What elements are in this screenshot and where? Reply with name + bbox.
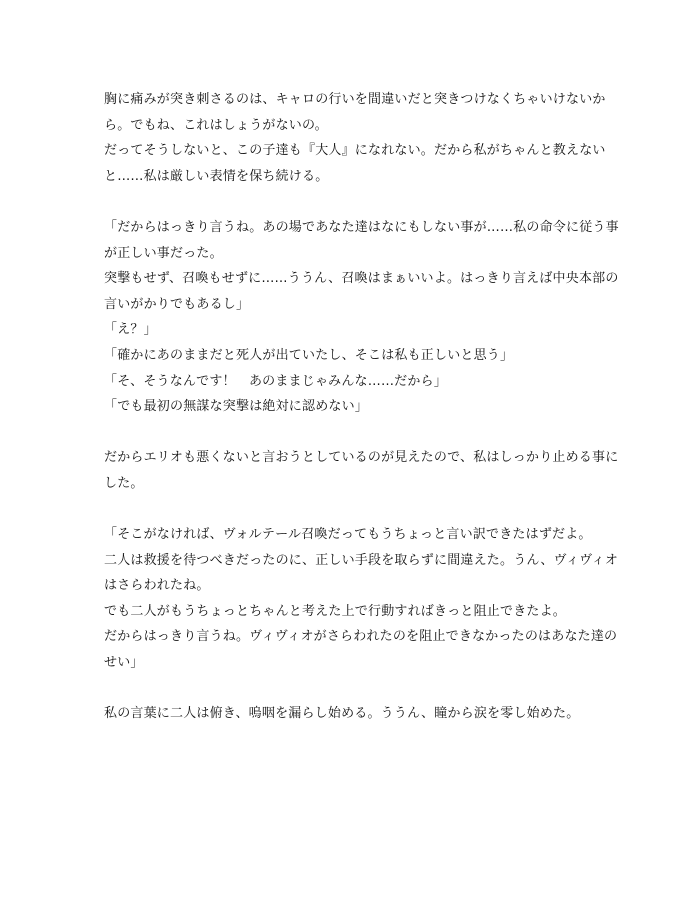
text-line: 突撃もせず、召喚もせずに……ううん、召喚はまぁいいよ。はっきり言えば中央本部の	[104, 271, 619, 287]
text-line: 二人は救援を待つべきだったのに、正しい手段を取らずに間違えた。うん、ヴィヴィオ	[104, 552, 619, 568]
text-line: 「そこがなければ、ヴォルテール召喚だってもうちょっと言い訳できたはずだよ。	[104, 527, 592, 543]
text-line: でも二人がもうちょっとちゃんと考えた上で行動すればきっと阻止できたよ。	[104, 603, 567, 619]
text-line: だからエリオも悪くないと言おうとしているのが見えたので、私はしっかり止める事に	[104, 450, 619, 466]
text-line: 「でも最初の無謀な突撃は絶対に認めない」	[104, 399, 369, 415]
text-line: 「だからはっきり言うね。あの場であなた達はなにもしない事が……私の命令に従う事	[104, 219, 619, 235]
text-line: 「確かにあのままだと死人が出ていたし、そこは私も正しいと思う」	[104, 347, 514, 363]
text-line: せい」	[104, 655, 144, 671]
text-line: だからはっきり言うね。ヴィヴィオがさらわれたのを阻止できなかったのはあなた達の	[104, 629, 618, 645]
text-line: 言いがかりでもあるし」	[104, 296, 250, 312]
text-line: が正しい事だった。	[104, 245, 223, 261]
text-line: はさらわれたね。	[104, 578, 210, 594]
paragraph-2	[104, 215, 619, 420]
text-line: 「え？」	[104, 322, 157, 338]
paragraph-4	[104, 522, 619, 676]
paragraph-1	[104, 87, 604, 189]
text-line: と……私は厳しい表情を保ち続ける。	[104, 168, 329, 184]
document-body	[104, 87, 619, 752]
text-line: だってそうしないと、この子達も『大人』になれない。だから私がちゃんと教えない	[104, 143, 606, 159]
text-line: 胸に痛みが突き刺さるのは、キャロの行いを間違いだと突きつけなくちゃいけないか	[104, 92, 606, 107]
text-line: した。	[104, 475, 144, 491]
text-line: 「そ、そうなんです！ あのままじゃみんな……だから」	[104, 373, 447, 389]
text-line: 私の言葉に二人は俯き、嗚咽を漏らし始める。ううん、瞳から涙を零し始めた。	[104, 706, 580, 722]
paragraph-5	[104, 701, 604, 727]
paragraph-3	[104, 445, 619, 496]
text-line: ら。でもね、これはしょうがないの。	[104, 117, 328, 133]
